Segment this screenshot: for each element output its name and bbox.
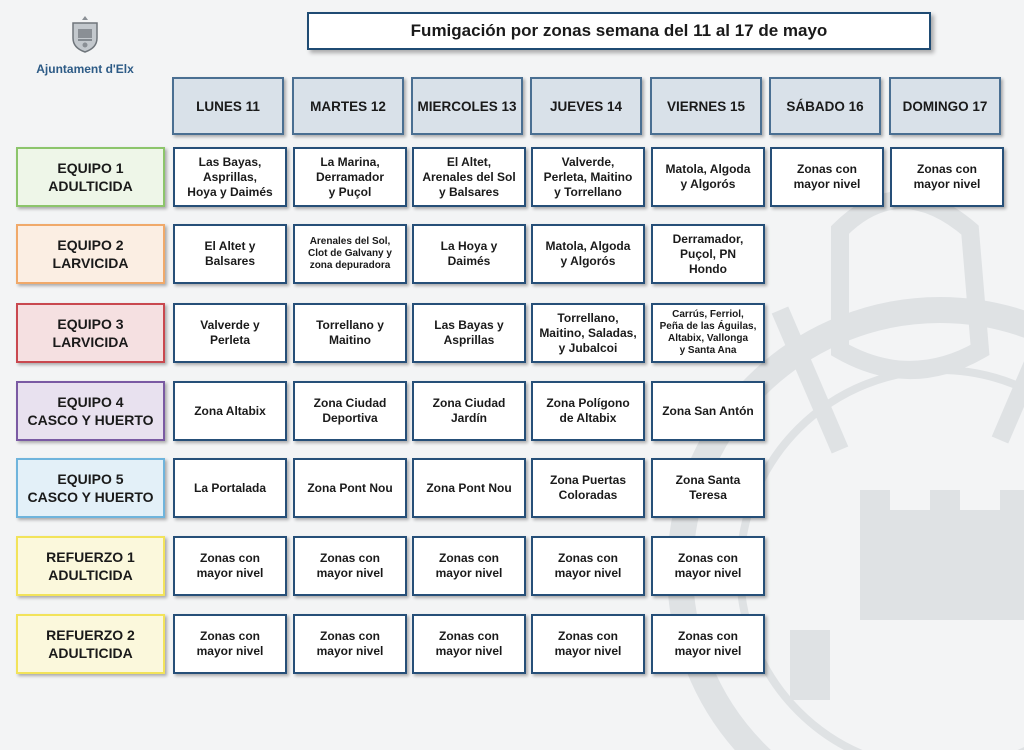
schedule-cell: Zona Ciudad Deportiva bbox=[293, 381, 407, 441]
schedule-cell: Carrús, Ferriol, Peña de las Águilas, Altabix, Vallonga y Santa Ana bbox=[651, 303, 765, 363]
schedule-cell: La Portalada bbox=[173, 458, 287, 518]
schedule-cell: Zona Pont Nou bbox=[293, 458, 407, 518]
schedule-cell: La Hoya y Daimés bbox=[412, 224, 526, 284]
day-header: SÁBADO 16 bbox=[769, 77, 881, 135]
schedule-cell: Zona Santa Teresa bbox=[651, 458, 765, 518]
schedule-cell: Torrellano y Maitino bbox=[293, 303, 407, 363]
team-type: CASCO Y HUERTO bbox=[27, 489, 154, 505]
schedule-cell: Zonas con mayor nivel bbox=[173, 614, 287, 674]
schedule-cell: La Marina, Derramador y Puçol bbox=[293, 147, 407, 207]
team-type: CASCO Y HUERTO bbox=[27, 412, 154, 428]
schedule-cell: Zonas con mayor nivel bbox=[412, 614, 526, 674]
day-header: JUEVES 14 bbox=[530, 77, 642, 135]
day-header: VIERNES 15 bbox=[650, 77, 762, 135]
day-header: DOMINGO 17 bbox=[889, 77, 1001, 135]
page-title: Fumigación por zonas semana del 11 al 17 de mayo bbox=[307, 12, 931, 50]
schedule-cell: Zonas con mayor nivel bbox=[412, 536, 526, 596]
schedule-cell: Zonas con mayor nivel bbox=[293, 536, 407, 596]
schedule-cell: Zonas con mayor nivel bbox=[173, 536, 287, 596]
schedule-cell: Valverde, Perleta, Maitino y Torrellano bbox=[531, 147, 645, 207]
team-label bbox=[16, 536, 165, 596]
team-name: EQUIPO 3 bbox=[57, 316, 124, 332]
schedule-cell: Las Bayas, Asprillas, Hoya y Daimés bbox=[173, 147, 287, 207]
schedule-cell: Zonas con mayor nivel bbox=[651, 536, 765, 596]
schedule-cell: Zonas con mayor nivel bbox=[890, 147, 1004, 207]
team-name: EQUIPO 4 bbox=[57, 394, 124, 410]
schedule-cell: Zona Pont Nou bbox=[412, 458, 526, 518]
team-label bbox=[16, 458, 165, 518]
schedule-cell: Derramador, Puçol, PN Hondo bbox=[651, 224, 765, 284]
day-header: MARTES 12 bbox=[292, 77, 404, 135]
schedule-cell: Torrellano, Maitino, Saladas, y Jubalcoi bbox=[531, 303, 645, 363]
team-type: ADULTICIDA bbox=[48, 645, 133, 661]
schedule-cell: Matola, Algoda y Algorós bbox=[531, 224, 645, 284]
schedule-cell: El Altet, Arenales del Sol y Balsares bbox=[412, 147, 526, 207]
logo bbox=[30, 14, 140, 76]
schedule-cell: Zona San Antón bbox=[651, 381, 765, 441]
schedule-cell: Zona Polígono de Altabix bbox=[531, 381, 645, 441]
team-label bbox=[16, 614, 165, 674]
org-name: Ajuntament d'Elx bbox=[36, 62, 134, 76]
schedule-cell: Zona Ciudad Jardín bbox=[412, 381, 526, 441]
team-label bbox=[16, 381, 165, 441]
team-type: LARVICIDA bbox=[52, 334, 129, 350]
schedule-cell: Matola, Algoda y Algorós bbox=[651, 147, 765, 207]
team-name: EQUIPO 5 bbox=[57, 471, 124, 487]
day-header: MIERCOLES 13 bbox=[411, 77, 523, 135]
schedule-cell: Zonas con mayor nivel bbox=[651, 614, 765, 674]
team-name: EQUIPO 1 bbox=[57, 160, 124, 176]
team-name: REFUERZO 1 bbox=[46, 549, 135, 565]
schedule-cell: El Altet y Balsares bbox=[173, 224, 287, 284]
schedule-cell: Zona Altabix bbox=[173, 381, 287, 441]
schedule-cell: Zonas con mayor nivel bbox=[293, 614, 407, 674]
schedule-cell: Zonas con mayor nivel bbox=[531, 536, 645, 596]
city-shield-icon bbox=[68, 14, 102, 54]
team-label bbox=[16, 303, 165, 363]
schedule-cell: Valverde y Perleta bbox=[173, 303, 287, 363]
schedule-cell: Zonas con mayor nivel bbox=[531, 614, 645, 674]
schedule-cell: Zona Puertas Coloradas bbox=[531, 458, 645, 518]
schedule-cell: Las Bayas y Asprillas bbox=[412, 303, 526, 363]
team-label bbox=[16, 224, 165, 284]
schedule-cell: Zonas con mayor nivel bbox=[770, 147, 884, 207]
team-label bbox=[16, 147, 165, 207]
schedule-cell: Arenales del Sol, Clot de Galvany y zona depuradora bbox=[293, 224, 407, 284]
team-type: LARVICIDA bbox=[52, 255, 129, 271]
team-type: ADULTICIDA bbox=[48, 178, 133, 194]
team-name: REFUERZO 2 bbox=[46, 627, 135, 643]
team-type: ADULTICIDA bbox=[48, 567, 133, 583]
team-name: EQUIPO 2 bbox=[57, 237, 124, 253]
day-header: LUNES 11 bbox=[172, 77, 284, 135]
